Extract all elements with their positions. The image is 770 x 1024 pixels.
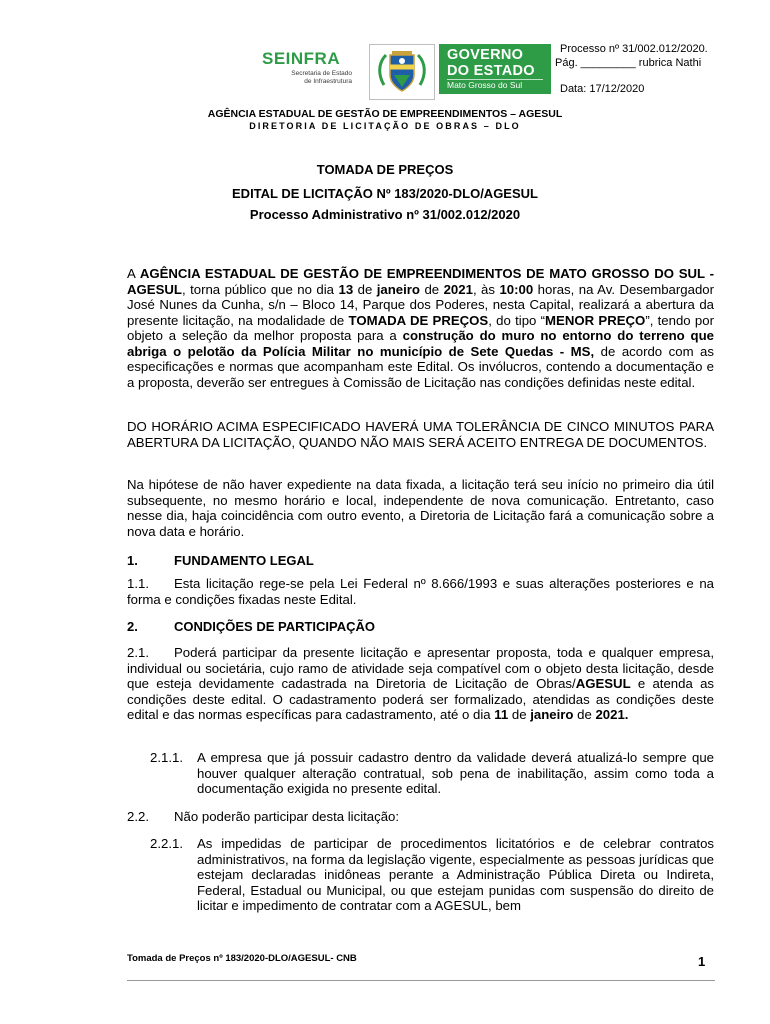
seinfra-wordmark: SEINFRA xyxy=(262,49,341,68)
process-number: Processo nº 31/002.012/2020. xyxy=(560,43,708,55)
section-heading-condicoes-participacao: 2. CONDIÇÕES DE PARTICIPAÇÃO xyxy=(127,619,376,634)
edital-number: EDITAL DE LICITAÇÃO Nº 183/2020-DLO/AGESUL xyxy=(232,186,538,201)
document-date: Data: 17/12/2020 xyxy=(560,83,645,95)
intro-paragraph: A AGÊNCIA ESTADUAL DE GESTÃO DE EMPREENDIMENTOS DE MATO GROSSO DO SUL - AGESUL, torna público que no dia 13 de janeiro de 2021, às 10:00 horas, na Av. Desembargador José Nunes da Cunha, s/n – Bloco 14, Parque dos Poderes, nesta Capital, realizará a abertura da presente licitação, na modalidade de TOMADA DE PREÇOS, do tipo “MENOR PREÇO”, tendo por objeto a seleção da melhor proposta para a construção do muro no entorno do terreno que abriga o pelotão da Polícia Militar no município de Sete Quedas - MS, de acordo com as especificações e normas que acompanham este Edital. Os invólucros, contendo a documentação e a proposta, deverão ser entregues à Comissão de Licitação nas condições definidas neste edital. xyxy=(127,266,715,390)
clause-2-1-1: 2.1.1. A empresa que já possuir cadastro dentro da validade deverá atualizá-lo sempre que houver qualquer alteração contratual, sob pena de inabilitação, assim como toda a documentação exigida no presente edital. xyxy=(150,750,714,796)
section-heading-fundamento-legal: 1. FUNDAMENTO LEGAL xyxy=(127,553,314,568)
clause-1-1: 1.1. Esta licitação rege-se pela Lei Federal nº 8.666/1993 e suas alterações posteriores e na forma e condições fixadas neste Edital. xyxy=(127,576,714,607)
footer-divider xyxy=(127,980,715,981)
seinfra-logo xyxy=(262,50,352,100)
seinfra-subtitle xyxy=(262,70,352,85)
clause-2-1: 2.1. Poderá participar da presente licitação e apresentar proposta, toda e qualquer empresa, individual ou societária, cujo ramo de atividade seja compatível com o objeto desta licitação, desde que esteja devidamente cadastrada na Diretoria de Licitação de Obras/AGESUL e atenda as condições deste edital. O cadastramento poderá ser formalizado, atendidas as condições deste edital e das normas específicas para cadastramento, até o dia 11 de janeiro de 2021. xyxy=(127,645,714,722)
page-number: 1 xyxy=(698,954,706,969)
directorate-name: DIRETORIA DE LICITAÇÃO DE OBRAS – DLO xyxy=(249,121,521,131)
tolerance-notice: DO HORÁRIO ACIMA ESPECIFICADO HAVERÁ UMA TOLERÂNCIA DE CINCO MINUTOS PARA ABERTURA DA LICITAÇÃO, QUANDO NÃO MAIS SERÁ ACEITO ENTREGA DE DOCUMENTOS. xyxy=(127,419,714,450)
page-rubric: Pág. _________ rubrica Nathi xyxy=(555,57,702,69)
state-coat-of-arms-icon xyxy=(369,44,435,100)
footer-reference: Tomada de Preços nº 183/2020-DLO/AGESUL- CNB xyxy=(127,953,357,964)
administrative-process: Processo Administrativo nº 31/002.012/2020 xyxy=(249,207,521,222)
clause-2-2-1: 2.2.1. As impedidas de participar de procedimentos licitatórios e de celebrar contratos administrativos, na forma da legislação vigente, especialmente as pessoas jurídicas que estejam declaradas inidôneas perante a Administração Pública Direta ou Indireta, Federal, Estadual ou Municipal, ou que estejam punidas com suspensão do direito de licitar e impedimento de contratar com a AGESUL, bem xyxy=(150,836,714,913)
government-logo xyxy=(439,44,551,94)
document-title: TOMADA DE PREÇOS xyxy=(316,162,454,177)
clause-2-2: 2.2. Não poderão participar desta licitação: xyxy=(127,809,400,824)
government-logo-line-3: Mato Grosso do Sul xyxy=(447,80,523,90)
seinfra-subtitle-line-1: Secretaria de Estado xyxy=(291,70,352,77)
holiday-paragraph: Na hipótese de não haver expediente na data fixada, a licitação terá seu início no primeiro dia útil subsequente, no mesmo horário e local, independente de nova comunicação. Entretanto, caso nesse dia, haja coincidência com outro evento, a Diretoria de Licitação fará a comunicação sobre a nova data e horário. xyxy=(127,477,714,539)
government-logo-line-2: DO ESTADO xyxy=(447,63,535,79)
agency-name: AGÊNCIA ESTADUAL DE GESTÃO DE EMPREENDIMENTOS – AGESUL xyxy=(207,108,563,120)
government-logo-line-1: GOVERNO xyxy=(447,47,524,63)
seinfra-subtitle-line-2: de Infraestrutura xyxy=(304,77,352,85)
